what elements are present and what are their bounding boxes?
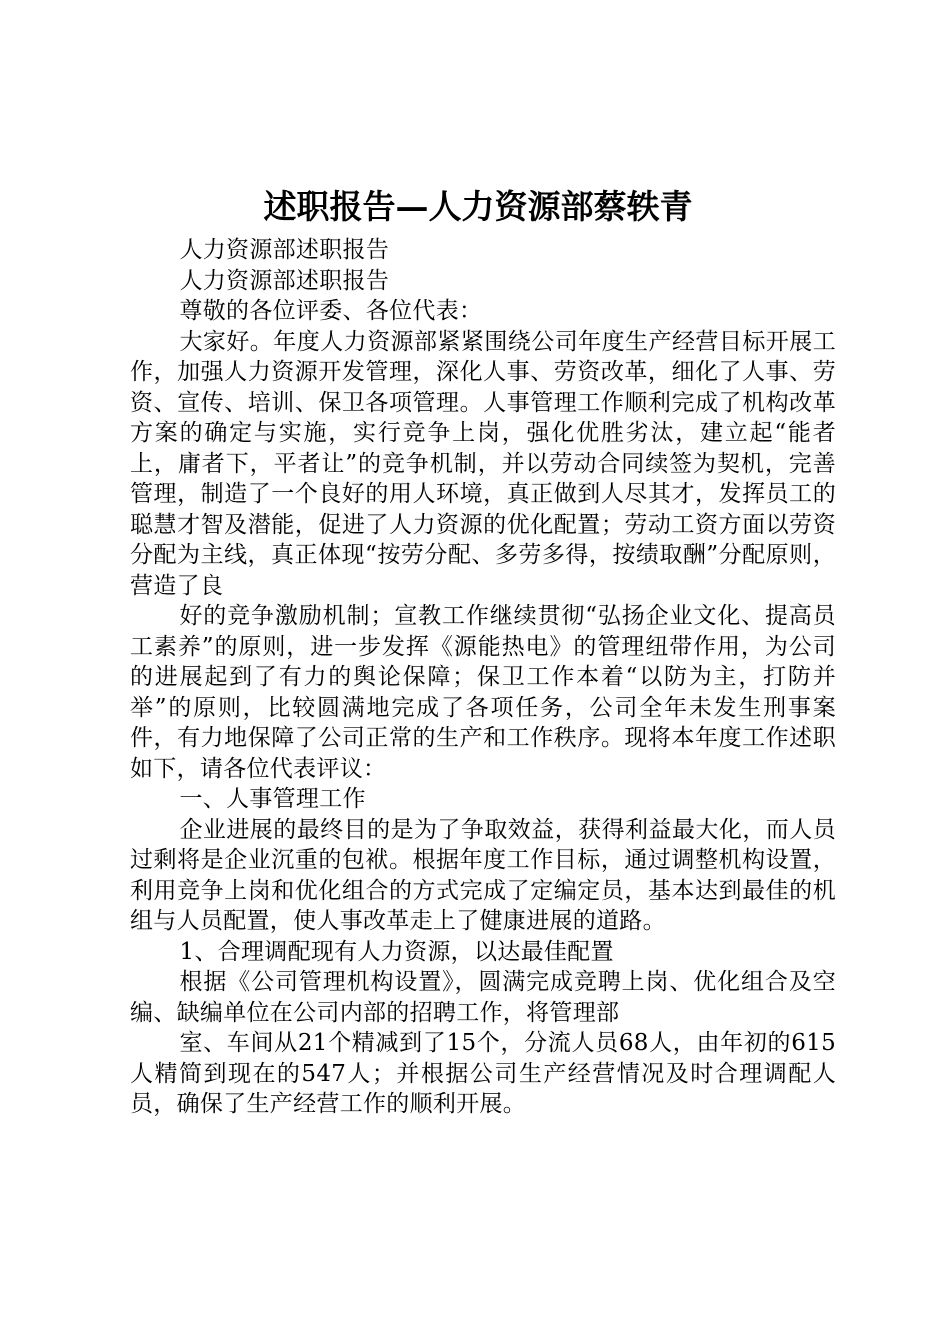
document-body xyxy=(130,235,836,1120)
paragraph-allocation-continued: 室、车间从21个精减到了15个，分流人员68人，由年初的615人精简到现在的547人；并根据公司生产经营情况及时合理调配人员，确保了生产经营工作的顺利开展。 xyxy=(130,1030,836,1117)
paragraph-heading-2: 人力资源部述职报告 xyxy=(179,267,390,294)
document-title: 述职报告—人力资源部蔡轶青 xyxy=(263,187,693,226)
paragraph-heading-1: 人力资源部述职报告 xyxy=(179,237,390,263)
paragraph-intro: 大家好。年度人力资源部紧紧围绕公司年度生产经营目标开展工作，加强人力资源开发管理，深化人事、劳资改革，细化了人事、劳资、宣传、培训、保卫各项管理。人事管理工作顺利完成了机构改革方案的确定与实施，实行竞争上岗，强化优胜劣汰，建立起“能者上，庸者下，平者让”的竞争机制，并以劳动合同续签为契机，完善管理，制造了一个良好的用人环境，真正做到人尽其才，发挥员工的聪慧才智及潜能，促进了人力资源的优化配置；劳动工资方面以劳资分配为主线，真正体现“按劳分配、多劳多得，按绩取酬”分配原则，营造了良 xyxy=(130,328,836,599)
paragraph-salutation: 尊敬的各位评委、各位代表： xyxy=(179,298,483,324)
paragraph-personnel: 企业进展的最终目的是为了争取效益，获得利益最大化，而人员过剩将是企业沉重的包袱。根据年度工作目标，通过调整机构设置，利用竞争上岗和优化组合的方式完成了定编定员，基本达到最佳的机组与人员配置，使人事改革走上了健康进展的道路。 xyxy=(130,816,836,934)
section-heading-personnel: 一、人事管理工作 xyxy=(179,786,366,812)
paragraph-intro-continued: 好的竞争激励机制；宣教工作继续贯彻“弘扬企业文化、提高员工素养”的原则，进一步发挥《源能热电》的管理纽带作用，为公司的进展起到了有力的舆论保障；保卫工作本着“以防为主，打防并举”的原则，比较圆满地完成了各项任务，公司全年未发生刑事案件，有力地保障了公司正常的生产和工作秩序。现将本年度工作述职如下，请各位代表评议： xyxy=(130,603,836,782)
subsection-heading-allocation: 1、合理调配现有人力资源，以达最佳配置 xyxy=(179,938,614,965)
paragraph-allocation: 根据《公司管理机构设置》，圆满完成竞聘上岗、优化组合及空编、缺编单位在公司内部的招聘工作，将管理部 xyxy=(130,969,836,1026)
